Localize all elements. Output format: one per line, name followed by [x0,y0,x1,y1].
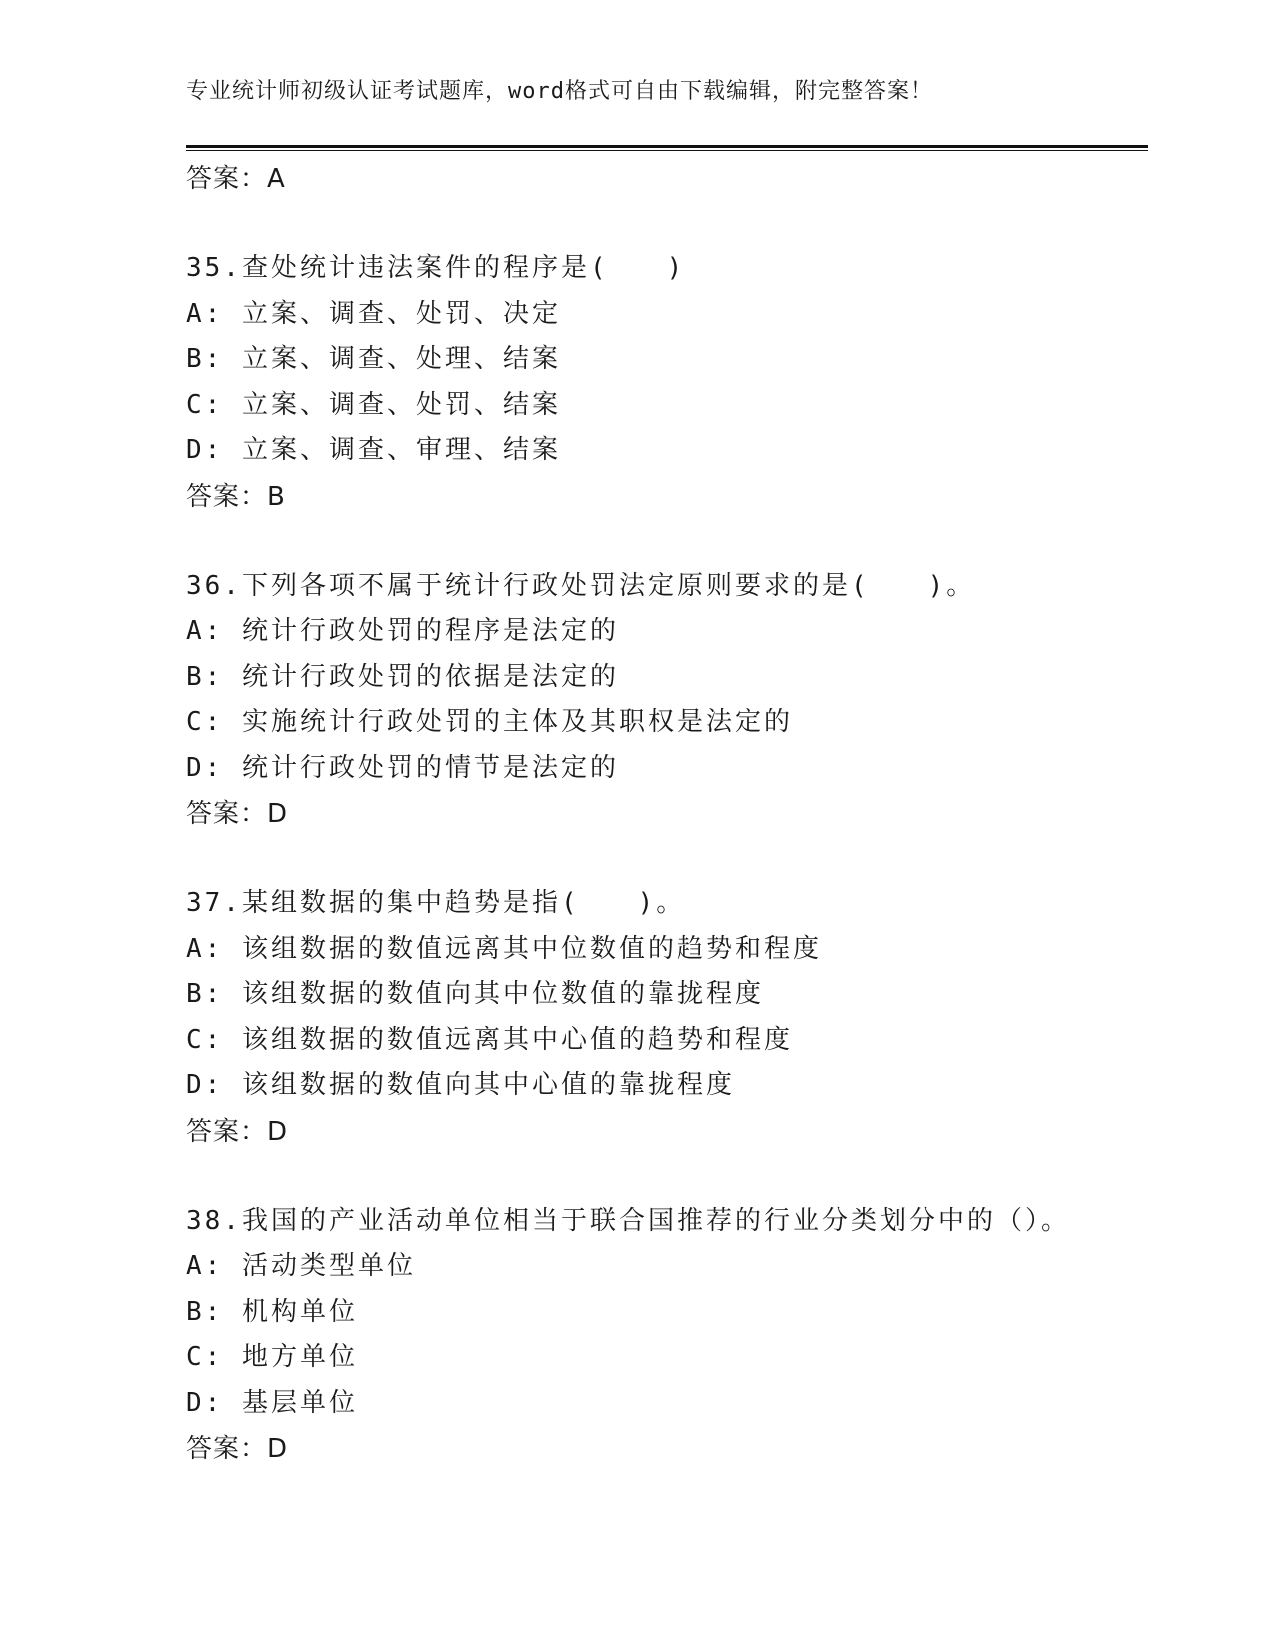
answer-line: 答案：D [186,799,289,829]
option-a: A: 统计行政处罚的程序是法定的 [186,616,619,646]
question-list [186,156,1148,1472]
answer-line: 答案：D [186,1434,289,1464]
question-stem: 37.某组数据的集中趋势是指( )。 [186,888,686,918]
question-38 [186,1155,1148,1473]
question-35 [186,202,1148,520]
option-d: D: 基层单位 [186,1387,358,1418]
question-stem: 35.查处统计违法案件的程序是( ) [186,253,686,283]
option-a: A: 立案、调查、处罚、决定 [186,298,561,329]
question-stem: 36.下列各项不属于统计行政处罚法定原则要求的是( )。 [186,570,976,601]
option-c: C: 地方单位 [186,1342,358,1372]
option-a: A: 活动类型单位 [186,1251,416,1281]
option-b: B: 统计行政处罚的依据是法定的 [186,661,619,692]
option-d: D: 立案、调查、审理、结案 [186,435,561,465]
option-c: C: 立案、调查、处罚、结案 [186,389,561,420]
option-c: C: 实施统计行政处罚的主体及其职权是法定的 [186,707,793,737]
previous-answer: 答案：A [186,164,286,194]
answer-line: 答案：B [186,481,286,512]
option-b: B: 该组数据的数值向其中位数值的靠拢程度 [186,979,764,1009]
option-d: D: 统计行政处罚的情节是法定的 [186,752,619,783]
header-rule-thin [186,150,1148,151]
question-37 [186,837,1148,1155]
option-b: B: 机构单位 [186,1296,358,1327]
option-b: B: 立案、调查、处理、结案 [186,344,561,374]
option-c: C: 该组数据的数值远离其中心值的趋势和程度 [186,1024,793,1055]
option-d: D: 该组数据的数值向其中心值的靠拢程度 [186,1070,735,1100]
option-a: A: 该组数据的数值远离其中位数值的趋势和程度 [186,933,822,964]
question-stem: 38.我国的产业活动单位相当于联合国推荐的行业分类划分中的（）。 [186,1205,1070,1236]
page-header: 专业统计师初级认证考试题库，word格式可自由下载编辑，附完整答案！ [186,79,933,104]
question-36 [186,520,1148,838]
header-rule [186,145,1148,148]
answer-line: 答案：D [186,1116,289,1147]
